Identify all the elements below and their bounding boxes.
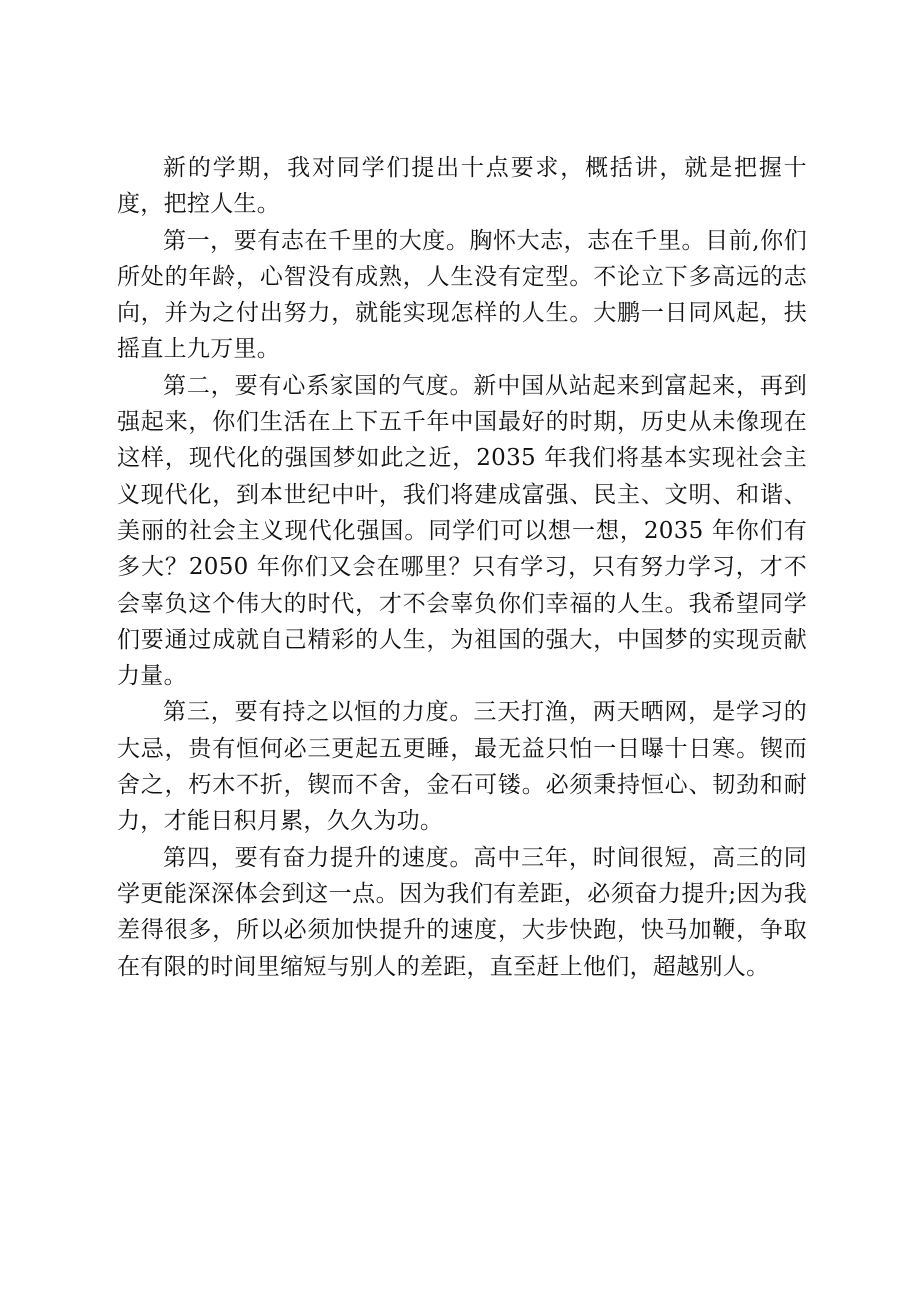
paragraph-first-point: 第一，要有志在千里的大度。胸怀大志，志在千里。目前,你们所处的年龄，心智没有成熟，人生没有定型。不论立下多高远的志向，并为之付出努力，就能实现怎样的人生。大鹏一日同风起，扶摇直上九万里。 xyxy=(117,227,807,363)
document-body xyxy=(117,150,807,985)
paragraph-fourth-point: 第四，要有奋力提升的速度。高中三年，时间很短，高三的同学更能深深体会到这一点。因为我们有差距，必须奋力提升;因为我差得很多，所以必须加快提升的速度，大步快跑，快马加鞭，争取在有限的时间里缩短与别人的差距，直至赶上他们，超越别人。 xyxy=(117,844,807,980)
paragraph-intro: 新的学期，我对同学们提出十点要求，概括讲，就是把握十度，把控人生。 xyxy=(117,155,807,218)
paragraph-third-point: 第三，要有持之以恒的力度。三天打渔，两天晒网，是学习的大忌，贵有恒何必三更起五更睡，最无益只怕一日曝十日寒。锲而舍之，朽木不折，锲而不舍，金石可镂。必须秉持恒心、韧劲和耐力，才能日积月累，久久为功。 xyxy=(117,699,807,835)
paragraph-second-point: 第二，要有心系家国的气度。新中国从站起来到富起来，再到强起来，你们生活在上下五千年中国最好的时期，历史从未像现在这样，现代化的强国梦如此之近，2035 年我们将基本实现社会主义现代化，到本世纪中叶，我们将建成富强、民主、文明、和谐、美丽的社会主义现代化强国。同学们可以想一想，2035 年你们有多大？2050 年你们又会在哪里？只有学习，只有努力学习，才不会辜负这个伟大的时代，才不会辜负你们幸福的人生。我希望同学们要通过成就自己精彩的人生，为祖国的强大，中国梦的实现贡献力量。 xyxy=(117,372,807,690)
